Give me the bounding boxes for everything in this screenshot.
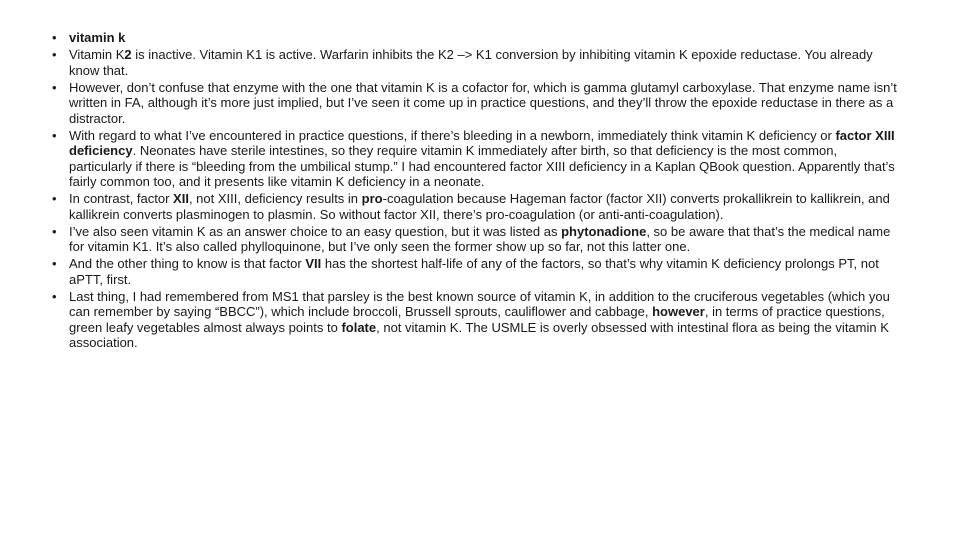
bullet-text: , not XIII, deficiency results in (188, 191, 362, 207)
bullet-text-bold: 2 (124, 47, 132, 63)
bullet-text-bold: XII (173, 191, 189, 207)
bullet-text: -coagulation because Hageman factor (factor XII) converts prokallikrein to kallikrein, and kallikrein converts plasminogen to plasmin. So without factor XII, there’s pro-coagulation (or anti-anti-coagulation). (69, 191, 890, 222)
bullet-text: I’ve also seen vitamin K as an answer choice to an easy question, but it was listed as (69, 223, 562, 239)
bullet-item (50, 30, 900, 45)
bullet-item (50, 256, 900, 287)
bullet-item (50, 224, 900, 255)
bullet-text-bold: pro (361, 191, 383, 207)
bullet-list (50, 30, 900, 353)
bullet-text-bold: phytonadione (561, 223, 647, 239)
bullet-text: , in terms of practice questions, green leafy vegetables almost always points to (69, 304, 885, 335)
bullet-text: With regard to what I’ve encountered in practice questions, if there’s bleeding in a newborn, immediately think vitamin K deficiency or (69, 127, 836, 143)
bullet-item (50, 289, 900, 351)
bullet-text: Vitamin K (69, 47, 125, 63)
bullet-item (50, 128, 900, 190)
bullet-text: Last thing, I had remembered from MS1 that parsley is the best known source of vitamin K, in addition to the cruciferous vegetables (which you can remember by saying “BBCC”), which include broccoli, Brussell sprouts, cauliflower and cabbage, (69, 289, 890, 320)
bullet-item (50, 191, 900, 222)
bullet-text-bold: vitamin k (69, 30, 126, 45)
bullet-text: , so be aware that that’s the medical name for vitamin K1. It’s also called phylloquinone, but I’ve only seen the former show up so far, not this latter one. (69, 223, 891, 255)
bullet-text: In contrast, factor (69, 191, 174, 207)
bullet-text: , not vitamin K. The USMLE is overly obsessed with intestinal flora as being the vitamin K association. (69, 319, 889, 351)
bullet-text: has the shortest half-life of any of the factors, so that’s why vitamin K deficiency prolongs PT, not aPTT, first. (69, 256, 879, 287)
bullet-text-bold: folate (341, 319, 377, 335)
bullet-item (50, 47, 900, 78)
bullet-text: However, don’t confuse that enzyme with the one that vitamin K is a cofactor for, which is gamma glutamyl carboxylase. That enzyme name isn’t written in FA, although it’s more just implied, but I’ve seen it come up in practice questions, and they’ll throw the epoxide reductase in there as a distractor. (69, 79, 897, 126)
bullet-text-bold: factor XIII deficiency (69, 127, 895, 159)
bullet-text: . Neonates have sterile intestines, so they require vitamin K immediately after birth, so that deficiency is the most common, particularly if there is “bleeding from the umbilical stump.” I had encountered factor XIII deficiency in a Kaplan QBook question. Apparently that’s fairly common too, and it presents like vitamin K deficiency in a neonate. (69, 143, 895, 190)
bullet-text-bold: however (652, 304, 705, 320)
bullet-text: And the other thing to know is that factor (69, 256, 306, 272)
bullet-text: is inactive. Vitamin K1 is active. Warfarin inhibits the K2 –> K1 conversion by inhibiting vitamin K epoxide reductase. You already know that. (69, 47, 873, 78)
bullet-item (50, 80, 900, 126)
bullet-text-bold: VII (305, 256, 322, 272)
